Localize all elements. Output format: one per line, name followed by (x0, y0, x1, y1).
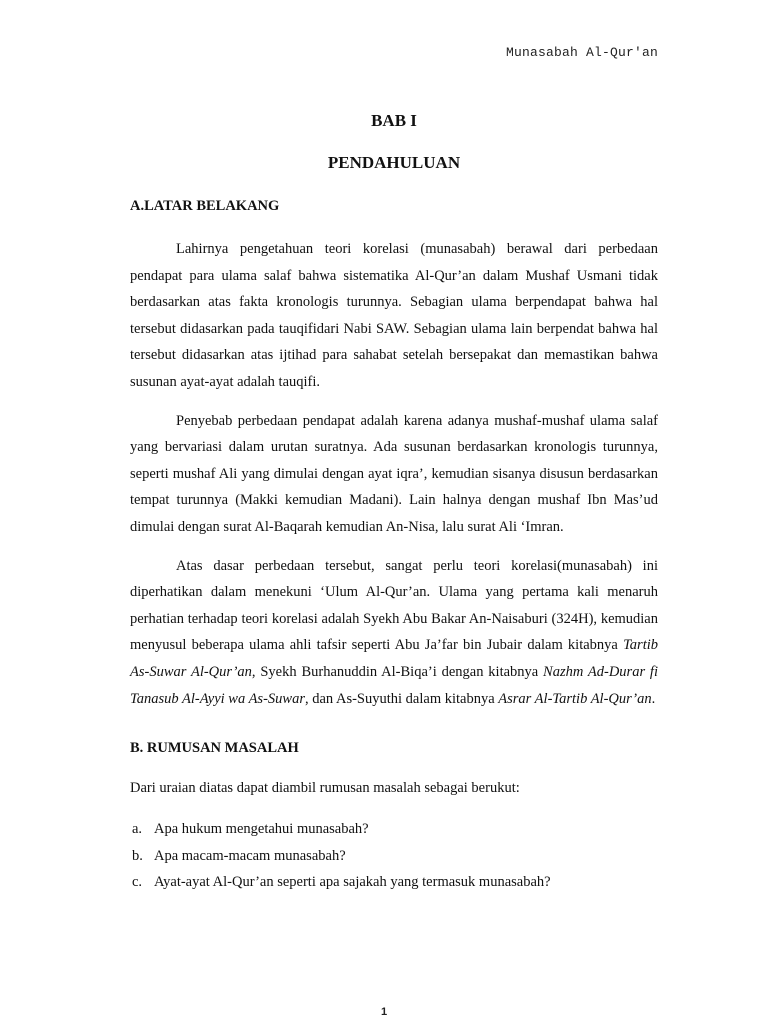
book-title-asrar: Asrar Al-Tartib Al-Qur’an (498, 690, 652, 707)
chapter-number: BAB I (371, 111, 417, 130)
running-header: Munasabah Al-Qur'an (505, 45, 658, 60)
list-marker: c. (132, 874, 143, 891)
list-item (130, 869, 658, 896)
list-marker: b. (132, 847, 143, 864)
chapter-title: PENDAHULUAN (327, 153, 461, 172)
list-marker: a. (132, 821, 143, 838)
list-item-text: Ayat-ayat Al-Qur’an seperti apa sajakah yang termasuk munasabah? (154, 874, 551, 891)
paragraph-3-text-3: , dan As-Suyuthi dalam kitabnya (304, 690, 499, 707)
paragraph-3-text-2: , Syekh Burhanuddin Al-Biqa’i dengan kitabnya (251, 663, 544, 680)
rumusan-intro: Dari uraian diatas dapat diambil rumusan masalah sebagai berukut: (130, 780, 520, 797)
paragraph-2: Penyebab perbedaan pendapat adalah karena adanya mushaf-mushaf ulama salaf yang bervariasi dalam urutan suratnya. Ada susunan berdasarkan kronologis turunnya, seperti mushaf Ali yang dimulai dengan ayat iqra’, kemudian sisanya disusun berdasarkan tempat turunnya (Makki kemudian Madani). Lain halnya dengan mushaf Ibn Mas’ud dimulai dengan surat Al-Baqarah kemudian An-Nisa, lalu surat Ali ‘Imran. (130, 412, 658, 535)
book-title-nazhm: Nazhm Ad-Durar fi Tanasub Al-Ayyi wa As-Suwar (130, 663, 658, 707)
paragraph-3-text-1: Atas dasar perbedaan tersebut, sangat perlu teori korelasi(munasabah) ini diperhatikan dalam menekuni ‘Ulum Al-Qur’an. Ulama yang pertama kali menaruh perhatian terhadap teori korelasi adalah Syekh Abu Bakar An-Naisaburi (324H), kemudian menyusul beberapa ulama ahli tafsir seperti Abu Ja’far bin Jubair dalam kitabnya (130, 557, 658, 654)
paragraph-3 (130, 553, 658, 713)
paragraph-3-text-4: . (651, 690, 656, 707)
paragraph-1: Lahirnya pengetahuan teori korelasi (munasabah) berawal dari perbedaan pendapat para ulama salaf bahwa sistematika Al-Qur’an dalam Mushaf Usmani tidak berdasarkan atas fakta kronologis turunnya. Sebagian ulama berpendapat bahwa hal tersebut didasarkan pada tauqifidari Nabi SAW. Sebagian ulama lain berpendat bahwa hal tersebut didasarkan atas ijtihad para sahabat setelah bersepakat dan memastikan bahwa susunan ayat-ayat adalah tauqifi. (130, 241, 658, 390)
list-item-text: Apa hukum mengetahui munasabah? (154, 821, 369, 838)
question-list (130, 816, 658, 896)
list-item (130, 843, 658, 870)
section-heading-latar-belakang: A.LATAR BELAKANG (130, 198, 280, 214)
list-item (130, 816, 658, 843)
section-heading-rumusan-masalah: B. RUMUSAN MASALAH (130, 740, 299, 757)
list-item-text: Apa macam-macam munasabah? (154, 847, 346, 864)
book-title-tartib: Tartib As-Suwar Al-Qur’an (130, 637, 658, 680)
page-number: 1 (380, 1006, 388, 1018)
document-body (130, 108, 658, 896)
